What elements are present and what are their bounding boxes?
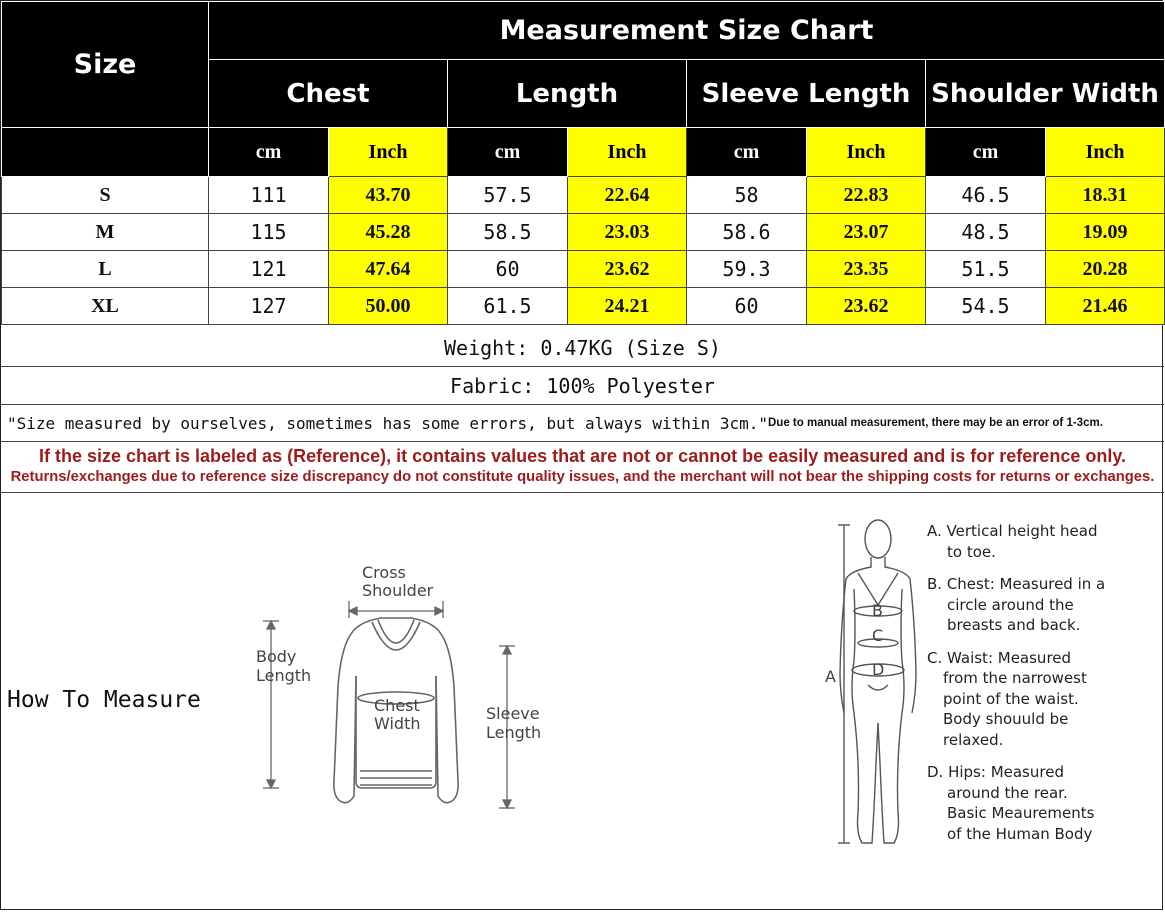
body-length-label-2: Length bbox=[256, 666, 312, 685]
note-small-text: Due to manual measurement, there may be an error of 1-3cm. bbox=[768, 417, 1103, 429]
note-a-line-2: to toe. bbox=[947, 542, 996, 561]
size-cell: S bbox=[2, 177, 209, 214]
note-d-line-1: D. Hips: Measured bbox=[927, 763, 1064, 781]
body-label-a: A bbox=[825, 667, 836, 686]
note-c-line-1: C. Waist: Measured bbox=[927, 648, 1072, 667]
chest-inch-cell: 43.70 bbox=[329, 177, 448, 214]
note-b bbox=[927, 574, 1147, 636]
sleeve-length-label-2: Length bbox=[486, 723, 542, 742]
length-header: Length bbox=[448, 60, 687, 128]
cross-shoulder-label-1: Cross bbox=[362, 563, 406, 582]
cross-shoulder-label-2: Shoulder bbox=[362, 581, 434, 600]
human-body-icon bbox=[840, 520, 916, 843]
body-measurement-notes bbox=[927, 521, 1147, 856]
unit-spacer bbox=[2, 128, 209, 177]
sleeve-inch-cell: 23.62 bbox=[807, 288, 926, 325]
note-d-line-4: of the Human Body bbox=[947, 824, 1093, 843]
length-inch-header: Inch bbox=[568, 128, 687, 177]
chest-cm-cell: 127 bbox=[209, 288, 329, 325]
length-inch-cell: 23.03 bbox=[568, 214, 687, 251]
sleeve-cm-cell: 58.6 bbox=[687, 214, 807, 251]
note-c-line-3: point of the waist. bbox=[943, 689, 1079, 708]
measure-rings bbox=[838, 525, 904, 843]
body-label-b: B bbox=[872, 601, 883, 620]
sleeve-cm-cell: 59.3 bbox=[687, 251, 807, 288]
note-main-text: "Size measured by ourselves, sometimes has some errors, but always within 3cm." bbox=[7, 414, 768, 433]
shoulder-inch-cell: 18.31 bbox=[1046, 177, 1165, 214]
body-length-label-1: Body bbox=[256, 647, 297, 666]
body-label-d: D bbox=[872, 660, 885, 679]
chest-header: Chest bbox=[209, 60, 448, 128]
table-row bbox=[2, 251, 1165, 288]
chest-width-label-2: Width bbox=[374, 714, 421, 733]
sleeve-cm-cell: 58 bbox=[687, 177, 807, 214]
size-header: Size bbox=[2, 2, 209, 128]
shoulder-cm-header: cm bbox=[926, 128, 1046, 177]
measurement-note bbox=[1, 405, 1164, 442]
shoulder-inch-cell: 19.09 bbox=[1046, 214, 1165, 251]
size-cell: M bbox=[2, 214, 209, 251]
sleeve-inch-cell: 23.35 bbox=[807, 251, 926, 288]
chest-inch-header: Inch bbox=[329, 128, 448, 177]
note-d bbox=[927, 762, 1147, 844]
body-label-c: C bbox=[872, 626, 884, 645]
returns-warning: Returns/exchanges due to reference size discrepancy do not constitute quality issues, and the merchant will not bear the shipping costs for returns or exchanges. bbox=[10, 469, 1155, 485]
size-cell: XL bbox=[2, 288, 209, 325]
weight-line: Weight: 0.47KG (Size S) bbox=[1, 329, 1164, 367]
note-a bbox=[927, 521, 1147, 562]
note-c-line-2: from the narrowest bbox=[943, 669, 1087, 687]
section-divider bbox=[1, 492, 1164, 493]
note-c bbox=[927, 648, 1147, 751]
chest-width-label-1: Chest bbox=[374, 696, 420, 715]
chest-cm-cell: 115 bbox=[209, 214, 329, 251]
chest-inch-cell: 47.64 bbox=[329, 251, 448, 288]
length-cm-header: cm bbox=[448, 128, 568, 177]
note-b-line-1: B. Chest: Measured in a bbox=[927, 575, 1106, 593]
note-c-line-5: relaxed. bbox=[943, 730, 1004, 749]
note-a-line-1: A. Vertical height head bbox=[927, 522, 1098, 540]
sleeve-inch-cell: 23.07 bbox=[807, 214, 926, 251]
sleeve-inch-cell: 22.83 bbox=[807, 177, 926, 214]
shoulder-cm-cell: 54.5 bbox=[926, 288, 1046, 325]
chest-cm-cell: 111 bbox=[209, 177, 329, 214]
shoulder-cm-cell: 46.5 bbox=[926, 177, 1046, 214]
table-row bbox=[2, 288, 1165, 325]
chest-inch-cell: 50.00 bbox=[329, 288, 448, 325]
sleeve-cm-cell: 60 bbox=[687, 288, 807, 325]
chest-inch-cell: 45.28 bbox=[329, 214, 448, 251]
length-inch-cell: 23.62 bbox=[568, 251, 687, 288]
length-inch-cell: 24.21 bbox=[568, 288, 687, 325]
sleeve-cm-header: cm bbox=[687, 128, 807, 177]
size-cell: L bbox=[2, 251, 209, 288]
sleeve-length-header: Sleeve Length bbox=[687, 60, 926, 128]
length-inch-cell: 22.64 bbox=[568, 177, 687, 214]
garment-diagram bbox=[246, 556, 576, 821]
length-cm-cell: 58.5 bbox=[448, 214, 568, 251]
sleeve-inch-header: Inch bbox=[807, 128, 926, 177]
length-cm-cell: 60 bbox=[448, 251, 568, 288]
note-b-line-3: breasts and back. bbox=[947, 616, 1081, 634]
chest-cm-header: cm bbox=[209, 128, 329, 177]
shoulder-cm-cell: 48.5 bbox=[926, 214, 1046, 251]
size-table bbox=[1, 1, 1165, 325]
note-d-line-2: around the rear. bbox=[947, 783, 1068, 802]
shoulder-inch-cell: 20.28 bbox=[1046, 251, 1165, 288]
body-diagram bbox=[816, 513, 921, 853]
length-cm-cell: 57.5 bbox=[448, 177, 568, 214]
shoulder-inch-cell: 21.46 bbox=[1046, 288, 1165, 325]
how-to-measure-label: How To Measure bbox=[7, 687, 201, 713]
chest-cm-cell: 121 bbox=[209, 251, 329, 288]
table-row bbox=[2, 214, 1165, 251]
sleeve-length-label-1: Sleeve bbox=[486, 704, 540, 723]
reference-warning: If the size chart is labeled as (Reference), it contains values that are not or cannot be easily measured and is for reference only. bbox=[38, 446, 1127, 466]
chart-title: Measurement Size Chart bbox=[209, 2, 1165, 60]
length-cm-cell: 61.5 bbox=[448, 288, 568, 325]
shoulder-width-header: Shoulder Width bbox=[926, 60, 1165, 128]
fabric-line: Fabric: 100% Polyester bbox=[1, 367, 1164, 405]
note-d-line-3: Basic Meaurements bbox=[947, 804, 1095, 822]
shoulder-cm-cell: 51.5 bbox=[926, 251, 1046, 288]
table-row bbox=[2, 177, 1165, 214]
note-c-line-4: Body shouuld be bbox=[943, 710, 1069, 728]
note-b-line-2: circle around the bbox=[947, 595, 1074, 614]
shoulder-inch-header: Inch bbox=[1046, 128, 1165, 177]
